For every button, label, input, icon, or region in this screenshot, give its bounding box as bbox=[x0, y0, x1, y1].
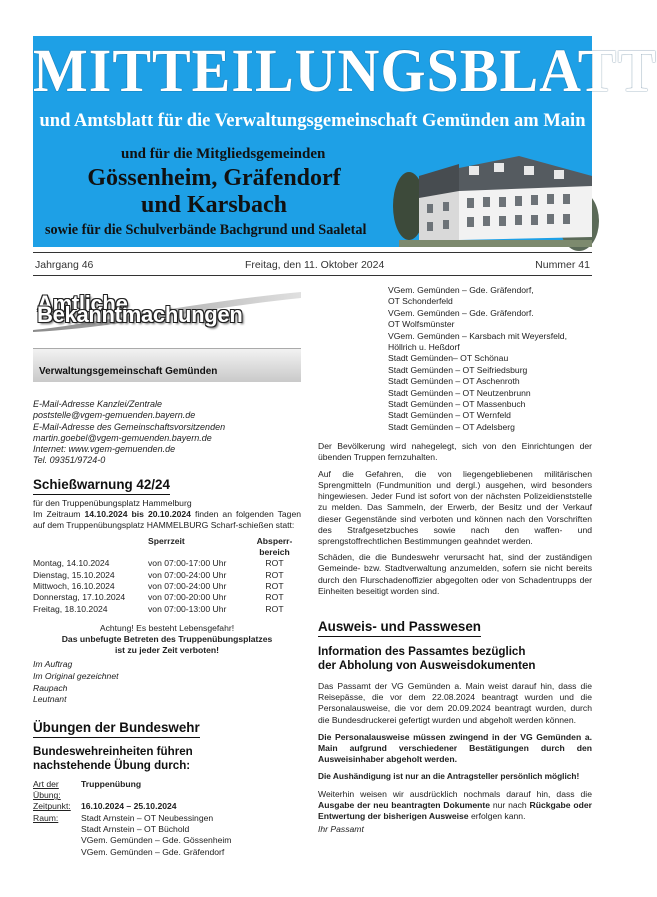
exercise-subheading-line: nachstehende Übung durch: bbox=[33, 758, 191, 772]
row-time: von 07:00-24:00 Uhr bbox=[148, 569, 227, 580]
table-row bbox=[33, 581, 301, 592]
contact-block bbox=[33, 399, 301, 467]
row-area: ROT bbox=[265, 592, 284, 603]
volume-label: Jahrgang 46 bbox=[35, 259, 94, 271]
exercise-area-item: Stadt Arnstein – OT Neubessingen bbox=[81, 812, 214, 823]
id-text-part: erfolgen kann. bbox=[470, 810, 526, 821]
id-documents-subheading bbox=[318, 645, 592, 673]
exercise-time-label: Zeitpunkt: bbox=[33, 801, 71, 812]
masthead bbox=[33, 36, 657, 247]
admin-community-box: Verwaltungsgemeinschaft Gemünden bbox=[33, 348, 301, 382]
row-day: Donnerstag, 17.10.2024 bbox=[33, 592, 126, 603]
exercise-area-item: OT Wolfsmünster bbox=[388, 319, 455, 330]
row-day: Freitag, 18.10.2024 bbox=[33, 603, 108, 614]
issue-number: Nummer 41 bbox=[535, 259, 590, 271]
newspaper-title: MITTEILUNGSBLATT bbox=[33, 36, 657, 105]
contact-website-link[interactable]: Internet: www.vgem-gemuenden.de bbox=[33, 444, 176, 455]
right-column bbox=[318, 285, 592, 835]
warning-date-from: 14.10.2024 bbox=[84, 508, 128, 519]
issue-date: Freitag, den 11. Oktober 2024 bbox=[245, 259, 385, 271]
id-text-bold: Rückgabe oder Entwertung der bisherigen Ausweise bbox=[318, 799, 592, 821]
firing-warning-text bbox=[33, 509, 301, 531]
member-towns bbox=[33, 165, 395, 219]
id-bold-notice: Die Aushändigung ist nur an die Antragsteller persönlich möglich! bbox=[318, 771, 580, 782]
exercise-area-item: Stadt Gemünden– OT Schönau bbox=[388, 353, 509, 364]
towns-line-2: und Karsbach bbox=[140, 192, 288, 218]
signature-line: Raupach bbox=[33, 682, 68, 693]
exercise-area-item: Stadt Gemünden – OT Wernfeld bbox=[388, 410, 511, 421]
exercise-subheading-line: Bundeswehreinheiten führen bbox=[33, 744, 193, 758]
exercise-area-item: VGem. Gemünden – Gde. Gräfendorf, bbox=[388, 285, 534, 295]
exercise-kind-label: Art der Übung: bbox=[33, 778, 61, 801]
row-time: von 07:00-17:00 Uhr bbox=[148, 558, 227, 569]
exercise-area-item: Stadt Arnstein – OT Büchold bbox=[81, 824, 190, 835]
exercise-time-value: 16.10.2024 – 25.10.2024 bbox=[81, 801, 177, 812]
signature-line: Im Auftrag bbox=[33, 659, 73, 670]
id-subheading-line: Information des Passamtes bezüglich bbox=[318, 644, 526, 658]
exercise-paragraph: Schäden, die die Bundeswehr verursacht hat, sind der zuständigen Gemeinde- bzw. Stadtverwaltung anzumelden, sofern sie nicht bereits durch den Flurschadenoffizier abgegolten oder von Schadentrupps der Einheiten beseitigt worden sind. bbox=[318, 552, 592, 596]
contact-line: E-Mail-Adresse Kanzlei/Zentrale bbox=[33, 399, 163, 409]
firing-schedule-table bbox=[33, 536, 301, 614]
danger-notice: Achtung! Es besteht Lebensgefahr! bbox=[99, 622, 235, 633]
exercise-area-label: Raum: bbox=[33, 812, 59, 823]
id-bold-paragraph: Die Personalausweise müssen zwingend in der VG Gemünden a. Main aufgrund verschiedener Bestätigungen durch den Ausweisinhaber abgeholt werden. bbox=[318, 731, 592, 765]
exercise-area-item: Stadt Gemünden – OT Neutzenbrunn bbox=[388, 387, 531, 398]
signature-block bbox=[33, 659, 301, 705]
exercise-area-item: VGem. Gemünden – Gde. Gräfendorf. bbox=[388, 307, 534, 318]
warning-bis: bis bbox=[131, 508, 144, 519]
exercise-area-item: Stadt Gemünden – OT Massenbuch bbox=[388, 399, 526, 410]
forbidden-notice-2: ist zu jeder Zeit verboten! bbox=[114, 645, 220, 656]
contact-email-link[interactable]: martin.goebel@vgem-gemuenden.bayern.de bbox=[33, 432, 212, 443]
warning-text-part: Im Zeitraum bbox=[33, 508, 81, 519]
members-intro: und für die Mitgliedsgemeinden bbox=[121, 146, 326, 162]
absperr-label: Absperr- bbox=[256, 536, 293, 547]
row-area: ROT bbox=[265, 558, 284, 569]
id-paragraph: Das Passamt der VG Gemünden a. Main weist darauf hin, dass die Reisepässe, die vor dem 22.08.2024 beantragt wurden und die Personalausweise, die vor dem 20.09.2024 beantragt wurden, durch die Bundesdruckerei gefertigt wurden und abgeholt werden können. bbox=[318, 680, 592, 725]
exercise-details-table bbox=[33, 779, 301, 858]
contact-line: E-Mail-Adresse des Gemeinschaftsvorsitzenden bbox=[33, 421, 226, 432]
exercise-areas-continued bbox=[318, 285, 592, 433]
id-documents-heading: Ausweis- und Passwesen bbox=[318, 619, 481, 637]
row-time: von 07:00-13:00 Uhr bbox=[148, 603, 227, 614]
contact-email-link[interactable]: poststelle@vgem-gemuenden.bayern.de bbox=[33, 410, 196, 421]
id-subheading-line: der Abholung von Ausweisdokumenten bbox=[318, 658, 536, 672]
col-header-sperrzeit: Sperrzeit bbox=[148, 536, 185, 547]
exercise-area-item: Stadt Gemünden – OT Adelsberg bbox=[388, 421, 515, 432]
id-text-bold: Ausgabe der neu beantragten Dokumente bbox=[318, 799, 491, 810]
exercise-paragraph: Der Bevölkerung wird nahegelegt, sich von den Einrichtungen der übenden Truppen fernzuhalten. bbox=[318, 441, 592, 463]
id-paragraph bbox=[318, 789, 592, 823]
col-header-absperr bbox=[248, 536, 301, 558]
exercise-area-item: VGem. Gemünden – Gde. Gräfendorf bbox=[81, 846, 225, 857]
signature-line: Leutnant bbox=[33, 694, 67, 705]
town-hall-photo bbox=[399, 136, 592, 247]
firing-warning-for: für den Truppenübungsplatz Hammelburg bbox=[33, 497, 192, 508]
warning-date-to: 20.10.2024 bbox=[147, 508, 191, 519]
id-signature: Ihr Passamt bbox=[318, 824, 364, 835]
exercise-heading: Übungen der Bundeswehr bbox=[33, 720, 200, 738]
table-row bbox=[33, 604, 301, 615]
school-associations: sowie für die Schulverbände Bachgrund und Saaletal bbox=[45, 222, 367, 238]
table-row bbox=[33, 570, 301, 581]
row-time: von 07:00-24:00 Uhr bbox=[148, 580, 227, 591]
forbidden-notice-1: Das unbefugte Betreten des Truppenübungsplatzes bbox=[61, 634, 273, 645]
signature-line: Im Original gezeichnet bbox=[33, 671, 119, 682]
warning-text-part: finden an folgenden Tagen auf dem Truppenübungsplatz HAMMELBURG Scharf-schießen statt: bbox=[33, 508, 302, 531]
issue-info-bar bbox=[33, 252, 592, 276]
newspaper-subtitle: und Amtsblatt für die Verwaltungsgemeinschaft Gemünden am Main bbox=[39, 111, 586, 131]
id-text-part: nur nach bbox=[492, 799, 527, 810]
id-text-part: Weiterhin weisen wir ausdrücklich nochmals darauf hin, dass die bbox=[318, 788, 592, 799]
towns-line-1: Gössenheim, Gräfendorf bbox=[87, 165, 341, 191]
firing-warning-heading: Schießwarnung 42/24 bbox=[33, 477, 170, 495]
table-row bbox=[33, 592, 301, 603]
exercise-area-item: Stadt Gemünden – OT Aschenroth bbox=[388, 376, 520, 387]
row-area: ROT bbox=[265, 603, 284, 614]
exercise-area-item: VGem. Gemünden – Gde. Gössenheim bbox=[81, 835, 232, 846]
row-area: ROT bbox=[265, 569, 284, 580]
row-day: Dienstag, 15.10.2024 bbox=[33, 569, 115, 580]
exercise-area-item: Höllrich u. Heßdorf bbox=[388, 342, 460, 353]
official-notices-title: Amtliche Bekanntmachungen bbox=[37, 291, 243, 328]
row-area: ROT bbox=[265, 580, 284, 591]
official-notices-banner bbox=[33, 290, 301, 332]
exercise-area-item: VGem. Gemünden – Karsbach mit Weyersfeld, bbox=[388, 330, 567, 341]
row-day: Mittwoch, 16.10.2024 bbox=[33, 580, 115, 591]
exercise-area-item: Stadt Gemünden – OT Seifriedsburg bbox=[388, 364, 528, 375]
exercise-subheading bbox=[33, 745, 301, 773]
row-time: von 07:00-20:00 Uhr bbox=[148, 592, 227, 603]
left-column bbox=[33, 285, 301, 858]
exercise-area-item: OT Schonderfeld bbox=[388, 296, 453, 307]
row-day: Montag, 14.10.2024 bbox=[33, 558, 110, 569]
bereich-label: bereich bbox=[259, 547, 290, 558]
exercise-kind-value: Truppenübung bbox=[81, 778, 142, 789]
contact-phone: Tel. 09351/9724-0 bbox=[33, 455, 106, 466]
table-row bbox=[33, 558, 301, 569]
exercise-paragraph: Auf die Gefahren, die von liegengebliebenen militärischen Sprengmitteln (Fundmunition und dergl.) ausgehen, wird besonders hingewiesen. Jeder Fund ist sofort von der nächsten Polizeidienststelle zu melden. Das Sammeln, der Erwerb, der Besitz und der Verkauf dieser Gegenstände sind verboten und können nach den Vorschriften des Strafgesetzbuches sowie nach den waffen- und sprengstoffrechtlichen Bestimmungen geahndet werden. bbox=[318, 468, 592, 546]
